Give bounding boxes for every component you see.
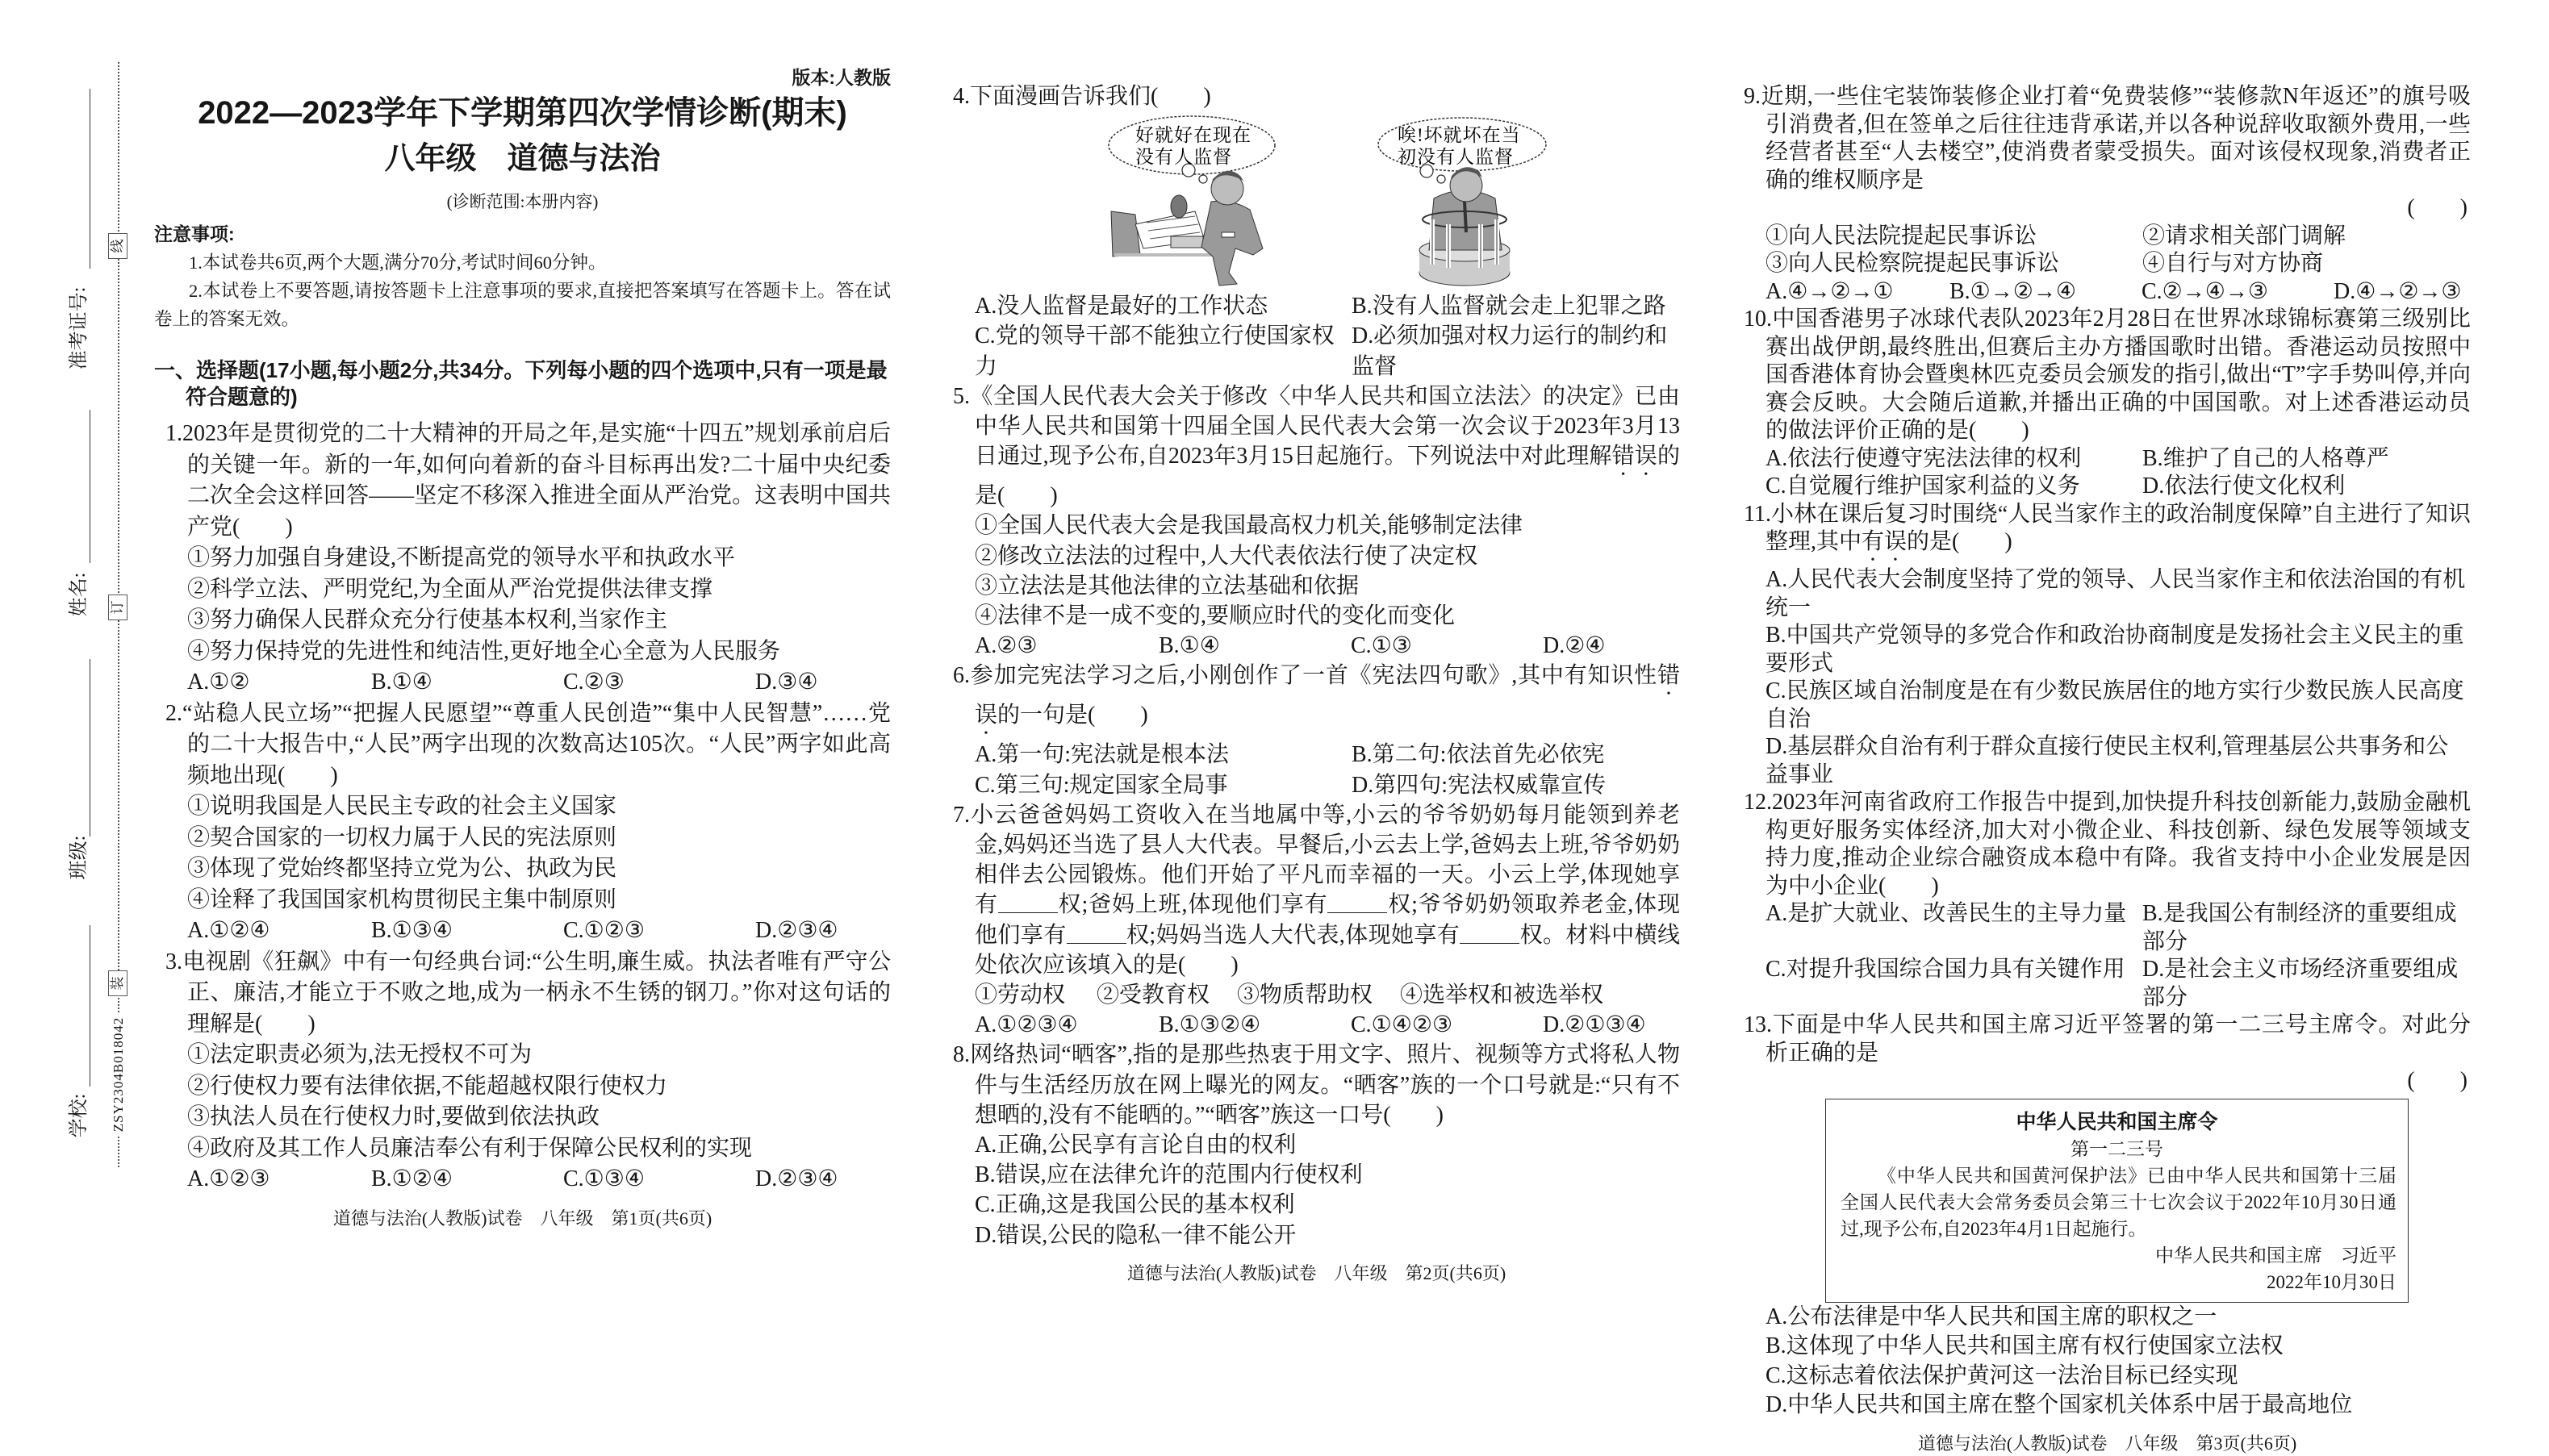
col2-content — [953, 81, 1680, 1250]
option-d[interactable]: D.依法行使文化权利 — [2142, 474, 2346, 499]
page-3-column — [1744, 83, 2471, 1456]
question-stem: 3.电视剧《狂飙》中有一句经典台词:“公生明,廉生威。执法者唯有严守公正、廉洁,才能立于不败之地,成为一柄永不生锈的钢刀。”你对这句话的理解是( ) — [165, 949, 891, 1037]
option-a[interactable]: A.没人监督是最好的工作状态 — [975, 294, 1268, 319]
option-c[interactable]: C.②③ — [563, 670, 625, 695]
answer-parentheses: ( ) — [2407, 195, 2468, 220]
bubble-right-line: 初没有人监督 — [1398, 147, 1514, 168]
statement-item: ②科学立法、严明党纪,为全面从严治党提供法律支撑 — [187, 576, 713, 602]
question-4 — [953, 81, 1680, 382]
option-d[interactable]: D.②③④ — [755, 918, 838, 943]
question-10 — [1744, 306, 2471, 501]
page-footer-3: 道德与法治(人教版)试卷 八年级 第3页(共6页) — [1917, 1433, 2297, 1454]
option-d[interactable]: D.②③④ — [755, 1166, 838, 1191]
option-c[interactable]: C.自觉履行维护国家利益的义务 — [1765, 474, 2080, 499]
decree-body: 《中华人民共和国黄河保护法》已由中华人民共和国第十三届全国人民代表大会常务委员会第三十七次会议于2022年10月30日通过,现予公布,自2023年4月1日起施行。 — [1841, 1165, 2396, 1239]
option-d[interactable]: D.必须加强对权力运行的制约和监督 — [1352, 323, 1668, 379]
fill-blank — [1460, 924, 1519, 944]
stem-text: 权;爸妈上班,体现他们享有 — [1057, 892, 1328, 918]
emphasized-text: 错误 — [1611, 444, 1657, 469]
notes-list — [154, 248, 891, 333]
stem-text: 权;爷爷奶奶领取养老金,体现他们享有 — [975, 892, 1680, 948]
question-11 — [1744, 501, 2471, 790]
answer-options — [165, 667, 891, 699]
option-c[interactable]: C.①④②③ — [1351, 1012, 1453, 1038]
seal-line-char: 线 — [110, 239, 125, 253]
question-stem: 4.下面漫画告诉我们( ) — [953, 84, 1211, 109]
cartoon-svg — [953, 111, 1680, 291]
option-b[interactable]: B.①③②④ — [1159, 1012, 1261, 1038]
question-7 — [953, 800, 1680, 1041]
option-b[interactable]: B.维护了自己的人格尊严 — [2142, 445, 2389, 471]
emphasized-text: 错误 — [975, 663, 1680, 728]
seal-bind-char: 订 — [110, 600, 125, 615]
option-b[interactable]: B.这体现了中华人民共和国主席有权行使国家立法权 — [1765, 1333, 2284, 1358]
statement-item: ①法定职责必须为,法无授权不可为 — [187, 1042, 533, 1067]
option-b[interactable]: B.①③④ — [371, 918, 453, 943]
option-a[interactable]: A.①②③ — [187, 1166, 270, 1191]
question-1 — [165, 419, 891, 699]
imprisoned-official-figure — [1419, 167, 1510, 286]
statement-item: ③物质帮助权 — [1237, 982, 1373, 1008]
option-b[interactable]: B.①→②→④ — [1949, 278, 2076, 304]
question-13 — [1744, 1012, 2471, 1421]
stem-text: 6.参加完宪法学习之后,小刚创作了一首《宪法四句歌》,其中有知识性 — [953, 663, 1657, 689]
option-d[interactable]: D.第四句:宪法权威靠宣传 — [1352, 772, 1607, 798]
option-a[interactable]: A.①②③④ — [975, 1012, 1078, 1038]
name-label: 姓名: — [69, 572, 90, 617]
statement-item: ④诠释了我国国家机构贯彻民主集中制原则 — [187, 887, 617, 912]
statement-items — [1744, 223, 2471, 278]
statement-item: ①向人民法院提起民事诉讼 — [1765, 223, 2037, 248]
statement-item: ④选举权和被选举权 — [1400, 982, 1604, 1008]
question-stem — [1744, 501, 2471, 567]
option-d[interactable]: D.基层群众自治有利于群众直接行使民主权利,管理基层公共事务和公益事业 — [1765, 734, 2449, 787]
option-a[interactable]: A.①② — [187, 670, 250, 695]
seal-line-box — [108, 233, 127, 259]
answer-options — [1744, 445, 2471, 501]
option-c[interactable]: C.这标志着依法保护黄河这一法治目标已经实现 — [1765, 1362, 2238, 1388]
statement-item: ②请求相关部门调解 — [2142, 223, 2346, 248]
decree-signer: 中华人民共和国主席 习近平 — [2155, 1245, 2396, 1266]
paper-code: ZSY2304B018042 — [109, 1014, 128, 1135]
option-d[interactable]: D.②①③④ — [1543, 1012, 1646, 1038]
option-a[interactable]: A.依法行使遵守宪法法律的权利 — [1765, 445, 2082, 471]
statement-item: ③体现了党始终都坚持立党为公、执政为民 — [187, 856, 617, 881]
option-a[interactable]: A.正确,公民享有言论自由的权利 — [975, 1133, 1297, 1158]
statement-item: ②契合国家的一切权力属于人民的宪法原则 — [187, 824, 617, 850]
note-item: 1.本试卷共6页,两个大题,满分70分,考试时间60分钟。 — [189, 252, 607, 273]
exam-no-label: 准考证号: — [69, 286, 90, 370]
stem-text: 的一句是( ) — [997, 703, 1148, 728]
question-3 — [165, 947, 891, 1195]
option-c[interactable]: C.第三句:规定国家全局事 — [975, 772, 1228, 798]
note-item: 2.本试卷上不要答题,请按答题卡上注意事项的要求,直接把答案填写在答题卡上。答在试卷上的答案无效。 — [154, 281, 891, 329]
statement-item: ②修改立法法的过程中,人大代表依法行使了决定权 — [975, 543, 1478, 569]
seal-pack-char: 装 — [110, 976, 125, 991]
option-c[interactable]: C.①③④ — [563, 1166, 645, 1191]
option-a[interactable]: A.第一句:宪法就是根本法 — [975, 742, 1230, 768]
question-5 — [953, 382, 1680, 661]
school-label: 学校: — [69, 1093, 90, 1138]
question-stem: 1.2023年是贯彻党的二十大精神的开局之年,是实施“十四五”规划承前启后的关键一年。新的一年,如何向着新的奋斗目标再出发?二十届中央纪委二次全会这样回答——坚定不移深入推进全面从严治党。这表明中国共产党( ) — [165, 421, 891, 540]
official-taking-bribe-figure — [1111, 171, 1263, 286]
option-c[interactable]: C.民族区域自治制度是在有少数民族居住的地方实行少数民族人民高度自治 — [1765, 678, 2464, 732]
stem-text: 权;妈妈当选人大代表,体现她享有 — [1126, 922, 1460, 948]
option-c[interactable]: C.正确,这是我国公民的基本权利 — [975, 1192, 1295, 1218]
question-stem: 9.近期,一些住宅装饰装修企业打着“免费装修”“装修款N年返还”的旗号吸引消费者,但在签单之后往往违背承诺,并以各种说辞收取额外费用,一些经营者甚至“人去楼空”,使消费者蒙受损失。面对该侵权现象,消费者正确的维权顺序是 — [1744, 84, 2471, 193]
page-footer-1: 道德与法治(人教版)试卷 八年级 第1页(共6页) — [332, 1208, 712, 1229]
option-a[interactable]: A.②③ — [975, 633, 1038, 659]
option-b[interactable]: B.错误,应在法律允许的范围内行使权利 — [975, 1162, 1363, 1188]
option-c[interactable]: C.党的领导干部不能独立行使国家权力 — [975, 323, 1335, 379]
option-c[interactable]: C.②→④→③ — [2142, 278, 2268, 304]
statement-items — [953, 980, 1680, 1010]
option-c[interactable]: C.对提升我国综合国力具有关键作用 — [1765, 957, 2125, 982]
answer-options — [953, 740, 1680, 799]
answer-parentheses: ( ) — [2407, 1068, 2468, 1093]
option-c[interactable]: C.①②③ — [563, 918, 645, 943]
stem-text: 权。材料中横线处依次应该填入的是( ) — [975, 922, 1680, 978]
option-b[interactable]: B.没有人监督就会走上犯罪之路 — [1352, 294, 1666, 319]
option-d[interactable]: D.②④ — [1543, 633, 1606, 659]
answer-options — [953, 631, 1680, 661]
seal-bind-box — [108, 594, 127, 620]
notes-heading: 注意事项: — [154, 223, 235, 244]
statement-item: ④努力保持党的先进性和纯洁性,更好地全心全意为人民服务 — [187, 638, 781, 664]
option-a[interactable]: A.人民代表大会制度坚持了党的领导、人民当家作主和依法治国的有机统一 — [1765, 567, 2466, 620]
statement-item: ②行使权力要有法律依据,不能超越权限行使权力 — [187, 1073, 668, 1099]
question-9 — [1744, 83, 2471, 306]
fill-blank — [998, 893, 1058, 913]
question-stem: 13.下面是中华人民共和国主席习近平签署的第一二三号主席令。对此分析正确的是 — [1744, 1012, 2471, 1066]
question-stem: 12.2023年河南省政府工作报告中提到,加快提升科技创新能力,鼓励金融机构更好服务实体经济,加大对小微企业、科技创新、绿色发展等领域支持力度,推动企业综合融资成本稳中有降。我省支持中小企业发展是因为中小企业( ) — [1744, 790, 2471, 899]
statement-item: ④政府及其工作人员廉洁奉公有利于保障公民权利的实现 — [187, 1135, 753, 1161]
presidential-decree-box — [1825, 1099, 2409, 1303]
question-2 — [165, 699, 891, 947]
answer-options — [953, 1010, 1680, 1040]
stem-text: 的是( ) — [1907, 529, 2012, 554]
exam-scope: (诊断范围:本册内容) — [446, 192, 599, 211]
exam-subtitle: 八年级 道德与法治 — [384, 142, 661, 176]
bubble-left-line: 好就好在现在 — [1135, 125, 1252, 146]
stem-text: 11.小林在课后复习时围绕“人民当家作主的政治制度保障”自主进行了知识整理,其中 — [1744, 501, 2471, 554]
option-b[interactable]: B.①④ — [371, 670, 432, 695]
page-footer-2: 道德与法治(人教版)试卷 八年级 第2页(共6页) — [1126, 1262, 1506, 1283]
statement-item: ①全国人民代表大会是我国最高权力机关,能够制定法律 — [975, 513, 1523, 539]
bubble-left-line: 没有人监督 — [1135, 147, 1232, 168]
statement-item: ①努力加强自身建设,不断提高党的领导水平和执政水平 — [187, 545, 736, 570]
statement-item: ④法律不是一成不变的,要顺应时代的变化而变化 — [975, 603, 1456, 629]
seal-pack-box — [108, 970, 127, 996]
fill-blank — [1067, 924, 1126, 944]
option-d[interactable]: D.错误,公民的隐私一律不能公开 — [975, 1222, 1297, 1248]
statement-item: ②受教育权 — [1097, 982, 1210, 1008]
bubble-right-line: 唉!坏就坏在当 — [1398, 125, 1521, 146]
statement-item: ③努力确保人民群众充分行使基本权利,当家作主 — [187, 607, 668, 632]
thought-bubble-left — [1109, 116, 1275, 183]
option-d[interactable]: D.中华人民共和国主席在整个国家机关体系中居于最高地位 — [1765, 1392, 2353, 1417]
decree-number: 第一二三号 — [2071, 1138, 2163, 1159]
answer-options — [953, 291, 1680, 382]
stem-text: 7.小云爸爸妈妈工资收入在当地属中等,小云的爷爷奶奶每月能领到养老金,妈妈还当选了县人大代表。早餐后,小云去上学,爸妈去上班,爷爷奶奶相伴去公园锻炼。他们开始了平凡而幸福的一天。小云上学,体现她享有 — [953, 802, 1680, 918]
col1-content — [154, 223, 891, 1195]
statement-item: ①说明我国是人民民主专政的社会主义国家 — [187, 794, 617, 819]
option-a[interactable]: A.①②④ — [187, 918, 270, 943]
answer-options — [165, 1164, 891, 1195]
question-stem — [953, 382, 1680, 511]
cartoon-illustration — [953, 111, 1680, 291]
answer-options — [165, 916, 891, 947]
question-12 — [1744, 789, 2471, 1012]
option-a[interactable]: A.公布法律是中华人民共和国主席的职权之一 — [1765, 1304, 2217, 1329]
answer-options — [1744, 278, 2471, 307]
question-stem: 2.“站稳人民立场”“把握人民愿望”“尊重人民创造”“集中人民智慧”……党的二十大报告中,“人民”两字出现的次数高达105次。“人民”两字如此高频地出现( ) — [165, 700, 891, 788]
question-8 — [953, 1040, 1680, 1249]
option-a[interactable]: A.是扩大就业、改善民生的主导力量 — [1765, 901, 2127, 926]
edition-label: 版本:人教版 — [792, 67, 891, 88]
question-stem — [953, 800, 1680, 980]
stem-text: 5.《全国人民代表大会关于修改〈中华人民共和国立法法〉的决定》已由中华人民共和国第十四届全国人民代表大会第一次会议于2023年3月13日通过,现予公布,自2023年3月15日起施行。下列说法中对此理解 — [953, 383, 1680, 469]
option-b[interactable]: B.中国共产党领导的多党合作和政治协商制度是发扬社会主义民主的重要形式 — [1765, 623, 2464, 676]
option-d[interactable]: D.④→②→③ — [2334, 278, 2462, 304]
emphasized-text: 有误 — [1862, 529, 1908, 554]
statement-item: ①劳动权 — [975, 982, 1066, 1008]
fill-blank — [1327, 893, 1387, 913]
statement-item: ③立法法是其他法律的立法基础和依据 — [975, 573, 1360, 599]
answer-options — [1744, 900, 2471, 1012]
decree-title: 中华人民共和国主席令 — [2016, 1110, 2218, 1133]
statement-item: ④自行与对方协商 — [2142, 251, 2324, 276]
section-heading: 一、选择题(17小题,每小题2分,共34分。下列每小题的四个选项中,只有一项是最符合题意的) — [154, 358, 888, 409]
option-b[interactable]: B.第二句:依法首先必依宪 — [1352, 742, 1605, 768]
col3-content — [1744, 83, 2471, 1421]
question-stem: 8.网络热词“晒客”,指的是那些热衷于用文字、照片、视频等方式将私人物件与生活经历放在网上曝光的网友。“晒客”族的一个口号就是:“只有不想晒的,没有不能晒的。”“晒客”族这一口号( ) — [953, 1042, 1680, 1128]
question-6 — [953, 661, 1680, 799]
statement-item: ③执法人员在行使权力时,要做到依法执政 — [187, 1104, 600, 1129]
page-2-column — [953, 81, 1680, 1286]
option-b[interactable]: B.①④ — [1159, 633, 1220, 659]
option-d[interactable]: D.是社会主义市场经济重要组成部分 — [2142, 957, 2459, 1010]
option-d[interactable]: D.③④ — [755, 670, 818, 695]
question-stem — [953, 661, 1680, 740]
question-stem: 10.中国香港男子冰球代表队2023年2月28日在世界冰球锦标赛第三级别比赛出战伊朗,最终胜出,但赛后主办方播国歌时出错。香港运动员按照中国香港体育协会暨奥林匹克委员会颁发的指引,做出“T”字手势叫停,并向赛会反映。大会随后道歉,并播出正确的中国国歌。对上述香港运动员的做法评价正确的是( ) — [1744, 307, 2471, 443]
option-b[interactable]: B.①②④ — [371, 1166, 453, 1191]
statement-item: ③向人民检察院提起民事诉讼 — [1765, 251, 2060, 276]
option-b[interactable]: B.是我国公有制经济的重要组成部分 — [2142, 901, 2457, 954]
option-c[interactable]: C.①③ — [1351, 633, 1412, 659]
class-label: 班级: — [69, 835, 90, 880]
page-1-column — [154, 223, 891, 1231]
option-a[interactable]: A.④→②→① — [1765, 278, 1894, 304]
stem-text: 的是( ) — [975, 444, 1680, 509]
decree-date: 2022年10月30日 — [2267, 1271, 2396, 1292]
exam-title: 2022—2023学年下学期第四次学情诊断(期末) — [198, 95, 847, 131]
